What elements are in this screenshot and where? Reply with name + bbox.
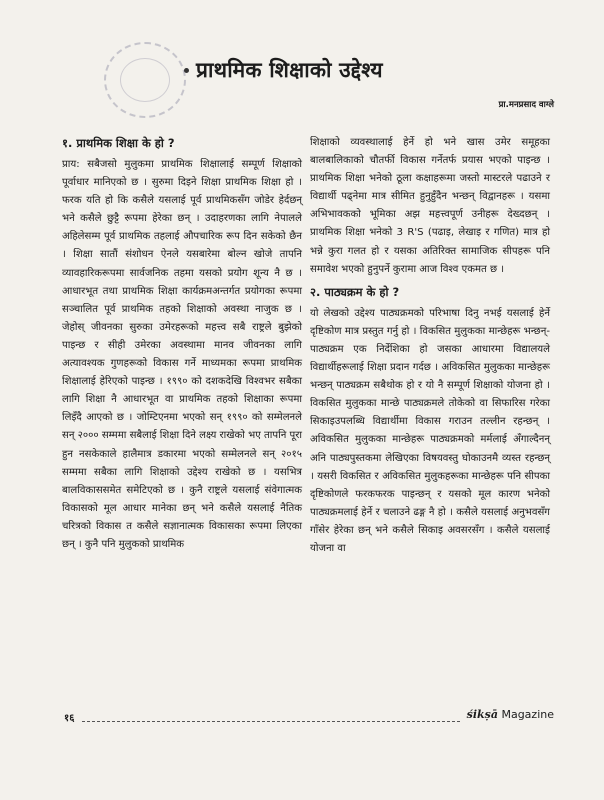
magazine-label: Magazine: [501, 708, 554, 721]
page-number: १६: [64, 713, 75, 724]
right-column: [310, 134, 550, 558]
section-heading-1: १. प्राथमिक शिक्षा के हो ?: [62, 136, 175, 150]
right-column-paragraph-2: यो लेखको उद्देश्य पाठ्यक्रमको परिभाषा दिनु नभई यसलाई हेर्ने दृष्टिकोण मात्र प्रस्तुत गर्नु हो । विकसित मुलुकका मान्छेहरू भन्छन्- पाठ्यक्रम एक निर्देशिका हो जसका आधारमा विद्यालयले विद्यार्थीहरूलाई शिक्षा प्रदान गर्दछ । अविकसित मुलुकका मान्छेहरू भन्छन् पाठ्यक्रम सबैथोक हो र यो नै सम्पूर्ण शिक्षाको योजना हो । विकसित मुलुकका मान्छे पाठ्यक्रमले तोकेको वा सिफारिस गरेका सिकाइउपलब्धि विद्यार्थीमा विकास गराउन तल्लीन रहन्छन् । अविकसित मुलुकका मान्छेहरू पाठ्यक्रमको मर्मलाई अँगाल्दैनन् अनि पाठ्यपुस्तकमा लेखिएका विषयवस्तु घोकाउनमै व्यस्त रहन्छन् । यसरी विकसित र अविकसित मुलुकहरूका मान्छेहरू पनि सीपका दृष्टिकोणले फरकफरक पाइन्छन् र यसको मूल कारण भनेको पाठ्यक्रमलाई हेर्ने र चलाउने ढङ्ग नै हो । कसैले यसलाई अनुभवसँग गाँसेर हेरेका छन् भने कसैले सिकाइ अवसरसँग । कसैले यसलाई योजना वा: [310, 307, 550, 554]
right-column-paragraph-1: शिक्षाको व्यवस्थालाई हेर्ने हो भने खास उमेर समूहका बालबालिकाको चौतर्फी विकास गर्नेतर्फ प्रयास भएको पाइन्छ । प्राथमिक शिक्षा भनेको ठूला कक्षाहरूमा जस्तो मास्टरले पढाउने र विद्यार्थी पढ्नेमा मात्र सीमित हुनुहुँदैन भन्छन् विद्वानहरू । यसमा अभिभावकको भूमिका अझ महत्त्वपूर्ण उनीहरू देख्दछन् । प्राथमिक शिक्षा भनेको 3 R'S (पढाइ, लेखाइ र गणित) मात्र हो भन्ने कुरा गलत हो र यसका अतिरिक्त सामाजिक सीपहरू पनि समावेश भएको हुनुपर्ने कुरामा आज विश्व एकमत छ ।: [310, 137, 550, 275]
magazine-brand: śikṣā: [466, 708, 498, 721]
article-title: प्राथमिक शिक्षाको उद्देश्य: [196, 58, 383, 82]
title-bullet: [184, 68, 189, 73]
magazine-name: [467, 708, 554, 721]
seal-stamp: [104, 42, 186, 118]
section-heading-2: २. पाठ्यक्रम के हो ?: [310, 284, 400, 299]
left-column-body: प्राय: सबैजसो मुलुकमा प्राथमिक शिक्षालाई सम्पूर्ण शिक्षाको पूर्वाधार मानिएको छ । सुरुमा दिइने शिक्षा प्राथमिक शिक्षा हो । फरक यति हो कि कसैले यसलाई पूर्व प्राथमिकसँग जोडेर हेर्दछन् भने कसैले छुट्टै रूपमा हेरेका छन् । उदाहरणका लागि नेपालले अहिलेसम्म पूर्व प्राथमिक तहलाई औपचारिक रूप दिन सकेको छैन । शिक्षा सातौं संशोधन ऐनले यसबारेमा बोल्न खोजे तापनि व्यावहारिकरूपमा सार्वजनिक तहमा यसको प्रयोग शून्य नै छ । आधारभूत तथा प्राथमिक शिक्षा कार्यक्रमअन्तर्गत प्रयोगका रूपमा सञ्चालित पूर्व प्राथमिक तहको शिक्षाको अवस्था नाजुक छ । जेहोस् जीवनका सुरुका उमेरहरूको महत्त्व सबै राष्ट्रले बुझेको पाइन्छ र सीही उमेरका अवस्थामा मानव जीवनका लागि अत्यावश्यक गुणहरूको विकास गर्ने माध्यमका रूपमा प्राथमिक शिक्षालाई हेरिएको पाइन्छ । १९९० को दशकदेखि विश्वभर सबैका लागि शिक्षा नै आधारभूत वा प्राथमिक तहको शिक्षाका रूपमा लिइँदै आएको छ । जोम्टिएनमा भएको सन् १९९० को सम्मेलनले सन् २००० सम्ममा सबैलाई शिक्षा दिने लक्ष्य राखेको भए तापनि पूरा हुन नसकेकाले हालैमात्र डकारमा भएको सम्मेलनले सन् २०१५ सम्ममा सबैका लागि शिक्षाको उद्देश्य राखेको छ । यसभित्र बालविकाससमेत समेटिएको छ । कुनै राष्ट्रले यसलाई संवेगात्मक विकासको मूल आधार मानेका छन् भने कसैले यसलाई नैतिक चरित्रको विकास त कसैले सज्ञानात्मक विकासका रूपमा लिएका छन् । कुनै पनि मुलुकको प्राथमिक: [62, 159, 302, 550]
footer-rule: [82, 721, 460, 722]
author-name: प्रा.मनप्रसाद वाग्ले: [498, 100, 554, 110]
page-footer: [54, 710, 554, 726]
left-column: [62, 134, 302, 554]
